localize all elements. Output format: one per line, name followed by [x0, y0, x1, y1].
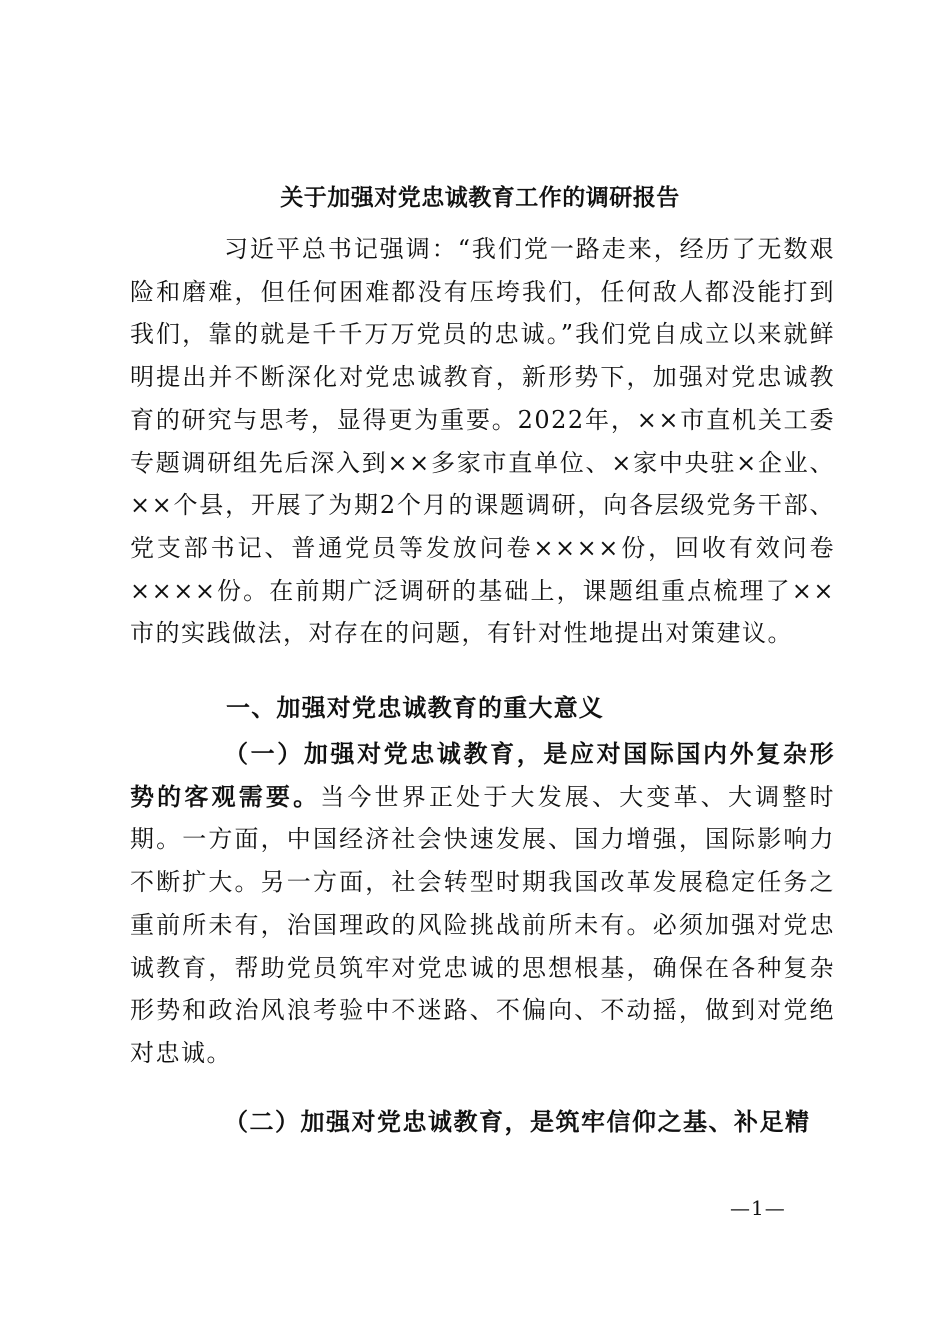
intro-paragraph: 习近平总书记强调：“我们党一路走来，经历了无数艰险和磨难，但任何困难都没有压垮我们，任何敌人都没能打到我们，靠的就是千千万万党员的忠诚。”我们党自成立以来就鲜明提出并不断深化对党忠诚教育，新形势下，加强对党忠诚教育的研究与思考，显得更为重要。2022年，××市直机关工委专题调研组先后深入到××多家市直单位、×家中央驻×企业、××个县，开展了为期2个月的课题调研，向各层级党务干部、党支部书记、普通党员等发放问卷××××份，回收有效问卷××××份。在前期广泛调研的基础上，课题组重点梳理了××市的实践做法，对存在的问题，有针对性地提出对策建议。	[130, 235, 835, 648]
page-number: —1—	[730, 1196, 786, 1220]
section-heading: 一、加强对党忠诚教育的重大意义	[226, 693, 604, 722]
document-title: 关于加强对党忠诚教育工作的调研报告	[280, 184, 680, 211]
subsection-2-paragraph	[130, 1101, 835, 1144]
subsection-2-lead: （二）加强对党忠诚教育，是筑牢信仰之基、补足精	[224, 1107, 811, 1136]
subsection-1-paragraph	[130, 733, 835, 1075]
subsection-1-lead: （一）加强对党忠诚教育，是应对国际国内外复杂形势的客观需要。	[130, 739, 835, 811]
subsection-1-body: 当今世界正处于大发展、大变革、大调整时期。一方面，中国经济社会快速发展、国力增强，国际影响力不断扩大。另一方面，社会转型时期我国改革发展稳定任务之重前所未有，治国理政的风险挑战前所未有。必须加强对党忠诚教育，帮助党员筑牢对党忠诚的思想根基，确保在各种复杂形势和政治风浪考验中不迷路、不偏向、不动摇，做到对党绝对忠诚。	[130, 782, 836, 1067]
